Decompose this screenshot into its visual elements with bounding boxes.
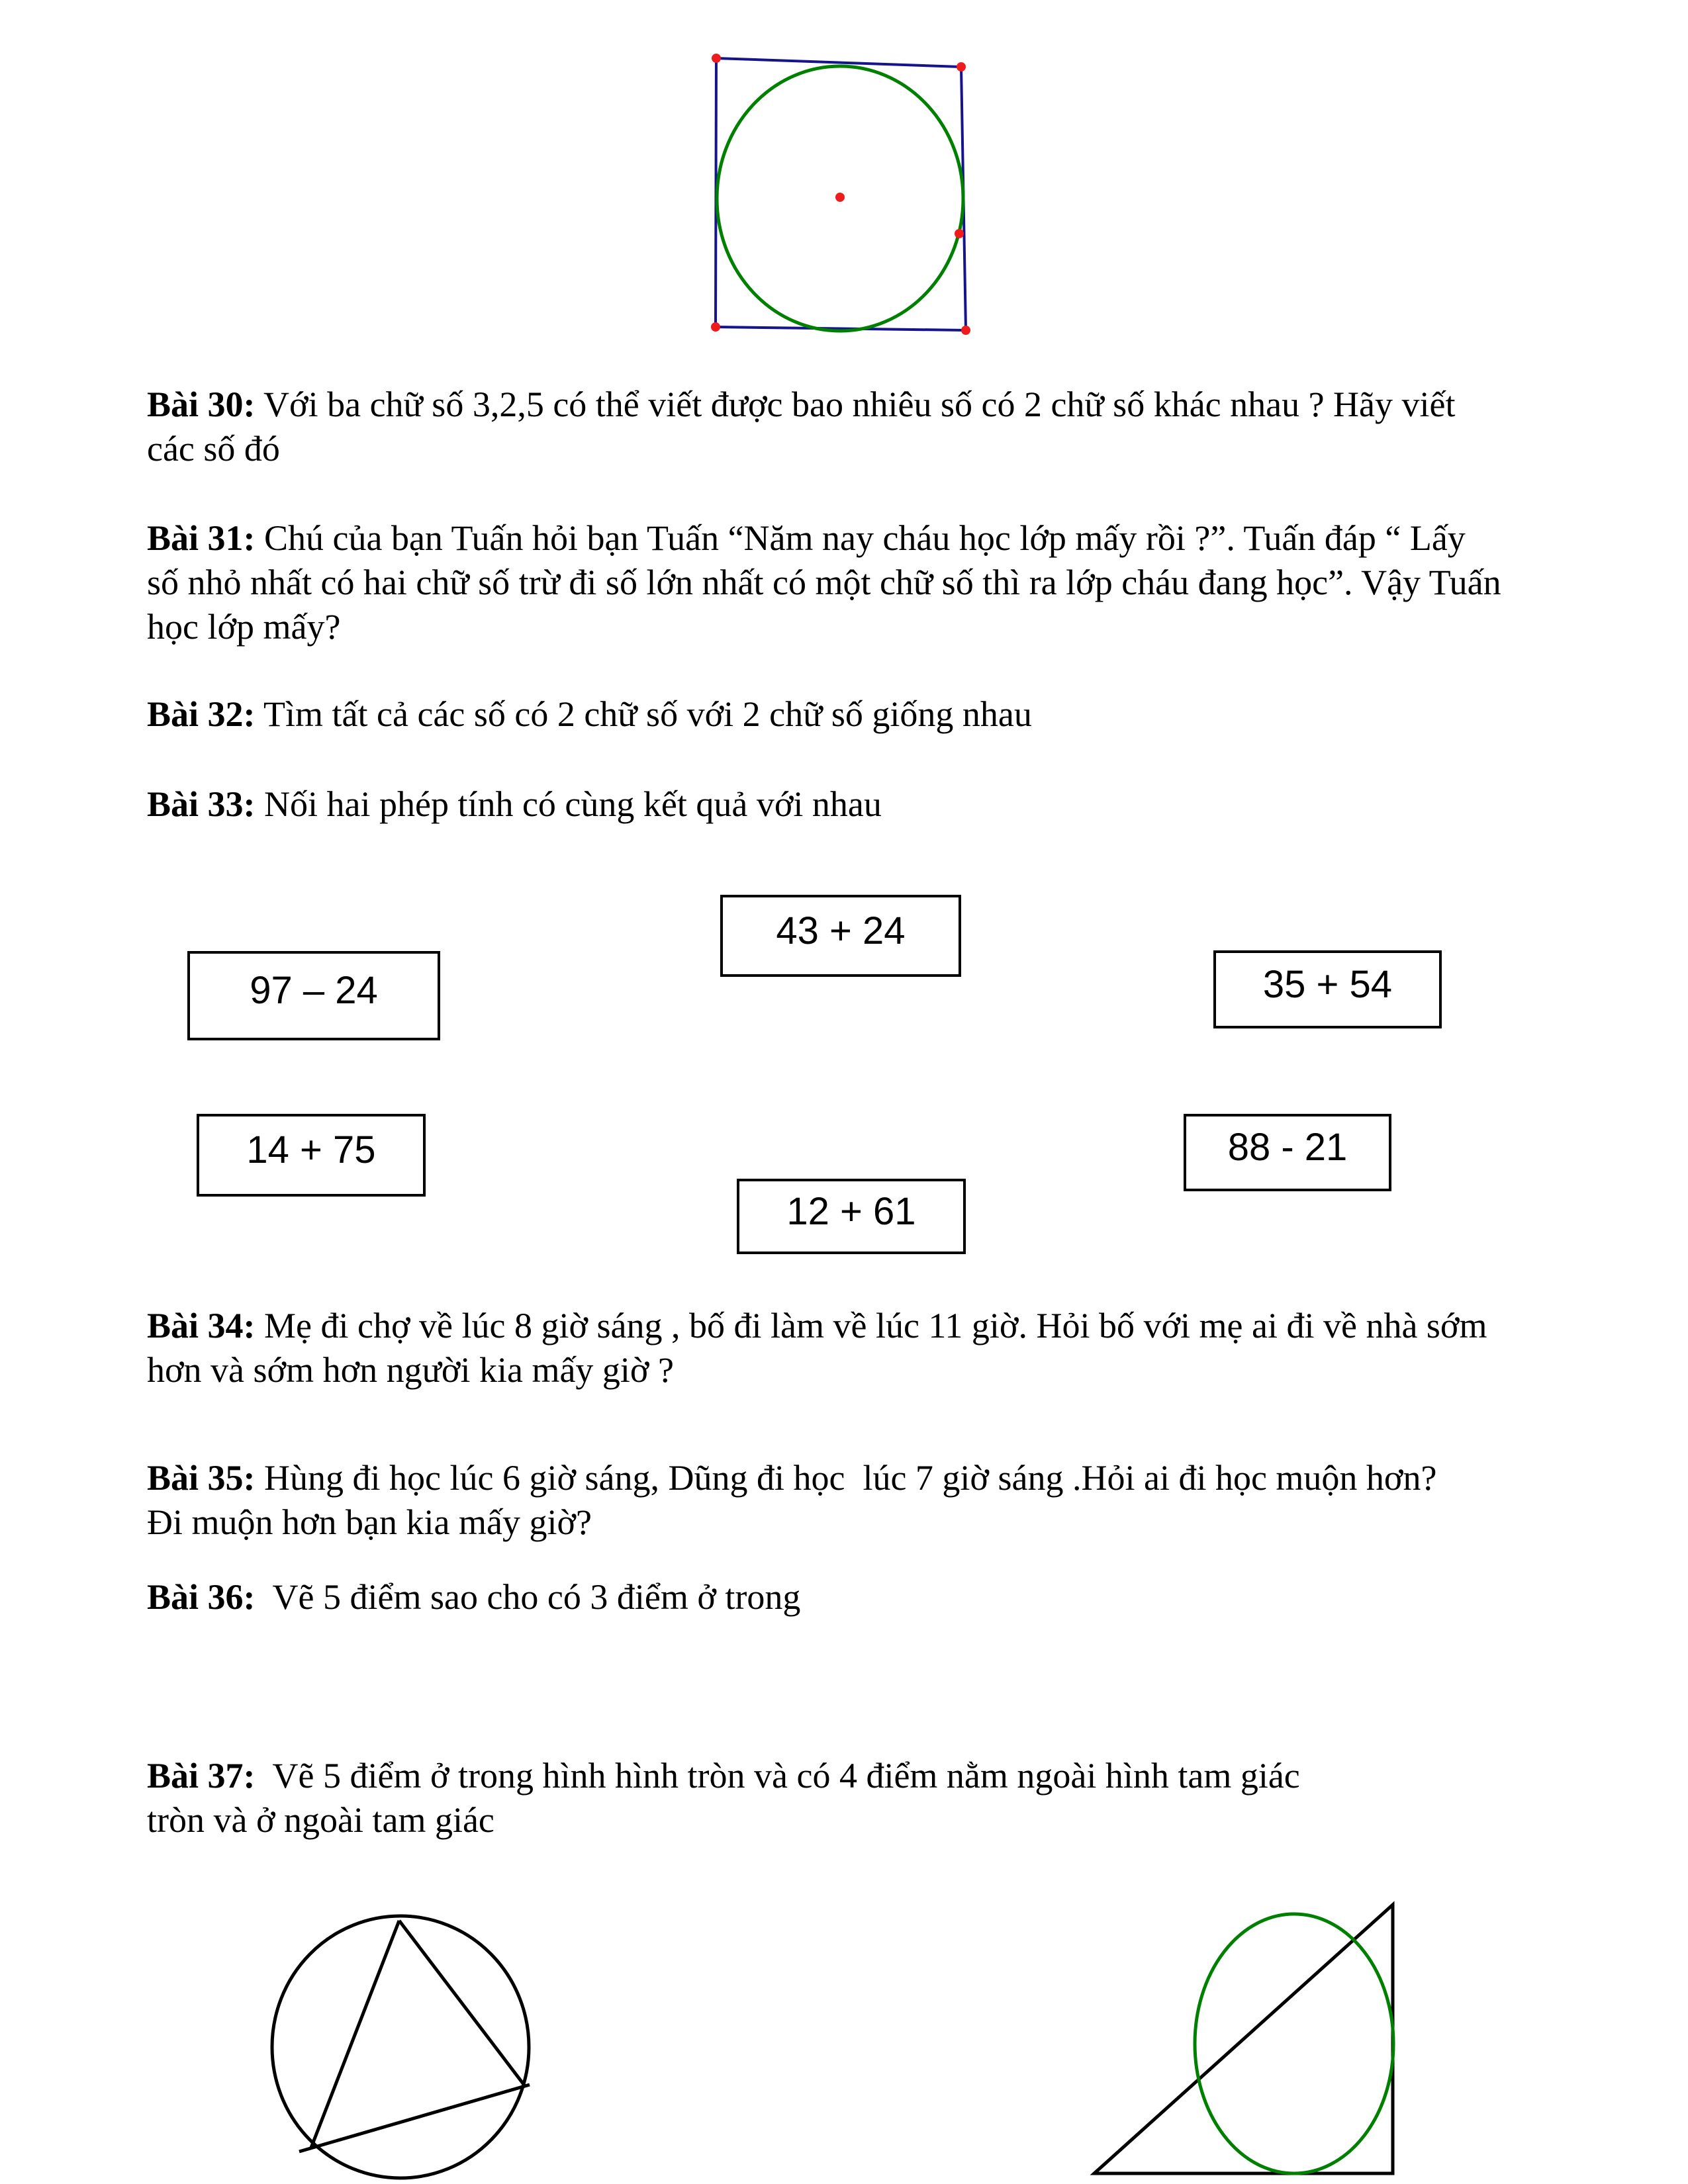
problem-line — [147, 1456, 1436, 1500]
problem-line: học lớp mấy? — [147, 607, 341, 647]
problem-line — [147, 1754, 1300, 1798]
matching-box — [737, 1179, 966, 1254]
problem-line: các số đó — [147, 429, 280, 469]
triangle-side — [299, 2085, 530, 2152]
problem-line: số nhỏ nhất có hai chữ số trừ đi số lớn nhất có một chữ số thì ra lớp cháu đang học”. Vậy Tuấn — [147, 563, 1501, 602]
matching-box-label: 14 + 75 — [246, 1128, 376, 1171]
problem-line: hơn và sớm hơn người kia mấy giờ ? — [147, 1350, 674, 1390]
matching-box-label: 43 + 24 — [776, 909, 906, 952]
problem-paragraph — [147, 782, 882, 827]
problem-text: Vẽ 5 điểm ở trong hình hình tròn và có 4 điểm nằm ngoài hình tam giác — [255, 1756, 1300, 1796]
problem-paragraph — [147, 1304, 1487, 1392]
vertex-point — [961, 326, 970, 335]
problem-label: Bài 34: — [147, 1306, 256, 1345]
problem-text: Hùng đi học lúc 6 giờ sáng, Dũng đi học lúc 7 giờ sáng .Hỏi ai đi học muộn hơn? — [255, 1458, 1437, 1498]
vertex-point — [955, 229, 964, 238]
problem-paragraph — [147, 692, 1032, 737]
problem-paragraph — [147, 383, 1456, 471]
problem-text: Vẽ 5 điểm sao cho có 3 điểm ở trong — [255, 1577, 801, 1617]
right-triangle-outline — [1094, 1905, 1393, 2173]
circle-outline — [272, 1916, 529, 2178]
problem-paragraph — [147, 516, 1501, 649]
problem-label: Bài 36: — [147, 1577, 256, 1617]
vertex-point — [711, 322, 720, 332]
problem-label: Bài 32: — [147, 694, 256, 734]
problem-paragraph — [147, 1456, 1436, 1545]
matching-box-label: 97 – 24 — [250, 969, 378, 1012]
matching-box-label: 35 + 54 — [1262, 962, 1393, 1006]
problem-text: Với ba chữ số 3,2,5 có thể viết được bao nhiêu số có 2 chữ số khác nhau ? Hãy viết — [255, 385, 1456, 424]
problem-label: Bài 31: — [147, 518, 256, 558]
problem-text: Chú của bạn Tuấn hỏi bạn Tuấn “Năm nay cháu học lớp mấy rồi ?”. Tuấn đáp “ Lấy — [255, 518, 1466, 558]
matching-box — [1213, 950, 1442, 1028]
problem-text: Mẹ đi chợ về lúc 8 giờ sáng , bố đi làm về lúc 11 giờ. Hỏi bố với mẹ ai đi về nhà sớm — [255, 1306, 1487, 1345]
problem-label: Bài 37: — [147, 1756, 256, 1796]
figure-circle-in-right-triangle — [1079, 1886, 1410, 2184]
problem-line — [147, 516, 1501, 561]
matching-box — [197, 1114, 426, 1197]
problem-label: Bài 33: — [147, 784, 256, 824]
problem-label: Bài 30: — [147, 385, 256, 424]
problem-line — [147, 383, 1456, 427]
problem-label: Bài 35: — [147, 1458, 256, 1498]
problem-line: Đi muộn hơn bạn kia mấy giờ? — [147, 1502, 592, 1542]
matching-box-label: 12 + 61 — [786, 1189, 916, 1233]
problem-paragraph — [147, 1754, 1300, 1843]
problem-line — [147, 1575, 800, 1619]
triangle-side — [311, 1921, 399, 2148]
matching-box-label: 88 - 21 — [1227, 1126, 1348, 1169]
problem-paragraph — [147, 1575, 800, 1619]
center-point — [835, 193, 845, 202]
vertex-point — [712, 54, 721, 63]
problem-line — [147, 782, 882, 827]
vertex-point — [957, 62, 966, 71]
ellipse-outline — [1195, 1914, 1393, 2173]
figure-circle-inscribed-in-quadrilateral — [695, 36, 986, 354]
matching-box — [1184, 1114, 1391, 1191]
triangle-side — [399, 1921, 525, 2086]
problem-line — [147, 692, 1032, 737]
matching-box — [720, 895, 961, 977]
matching-box — [187, 951, 440, 1040]
problem-line — [147, 1304, 1487, 1348]
problem-line: tròn và ở ngoài tam giác — [147, 1800, 494, 1840]
problem-text: Nối hai phép tính có cùng kết quả với nhau — [255, 784, 882, 824]
problem-text: Tìm tất cả các số có 2 chữ số với 2 chữ số giống nhau — [255, 694, 1032, 734]
figure-triangle-inscribed-in-circle — [261, 1899, 539, 2184]
